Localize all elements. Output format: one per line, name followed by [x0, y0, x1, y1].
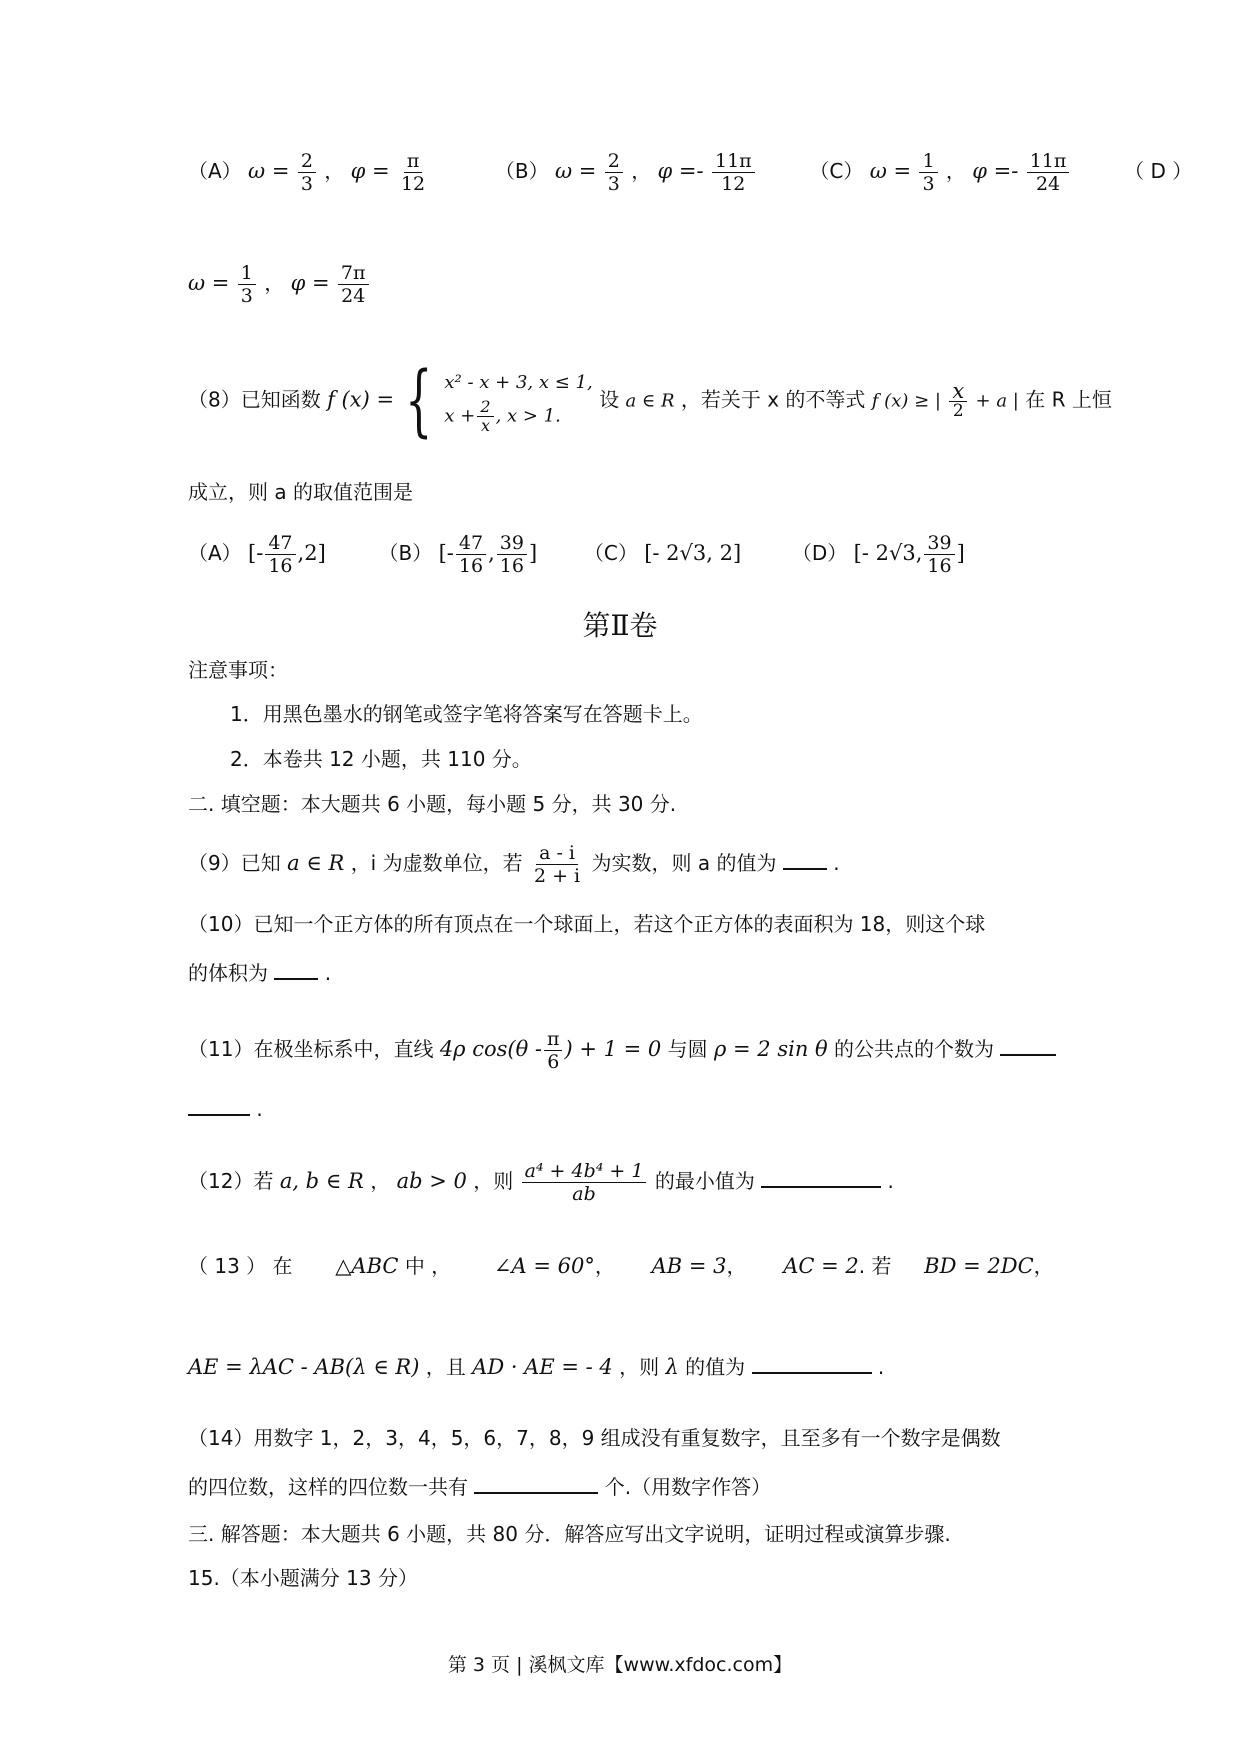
frac-den: 3: [607, 173, 620, 195]
notice-item1: 1．用黑色墨水的钢笔或签字笔将答案写在答题卡上。: [230, 702, 703, 726]
q11-tail: 的公共点的个数为: [834, 1037, 995, 1061]
frac-num: a⁴ + 4b⁴ + 1: [522, 1160, 647, 1183]
q8-case1: x² - x + 3, x ≤ 1,: [444, 371, 593, 393]
q9-a-in-R: a ∈ R: [287, 851, 345, 875]
part2-title: 第Ⅱ卷: [582, 609, 658, 642]
q8-case2-frac: [477, 398, 493, 435]
q8-mid: ，若关于 x 的不等式: [680, 387, 866, 412]
frac-num: a - i: [536, 842, 578, 865]
q13-ze: ，则: [619, 1355, 660, 1379]
q10-line1: （10）已知一个正方体的所有顶点在一个球面上，若这个正方体的表面积为 18，则这个球: [188, 912, 986, 936]
q7-optD-omega: ω =: [188, 271, 230, 295]
frac-den: 3: [922, 173, 935, 195]
q12-answer-blank[interactable]: [761, 1166, 881, 1188]
q13-angle: ∠A = 60°: [493, 1254, 595, 1278]
q13-zhong: 中 ，: [404, 1254, 452, 1278]
notice-item2: 2．本卷共 12 小题，共 110 分。: [230, 747, 532, 771]
q13-bd: BD = 2DC: [924, 1254, 1034, 1278]
q12-cond1: a, b ∈ R: [279, 1169, 364, 1193]
q7-optC-phi: φ =-: [972, 159, 1019, 183]
frac-num: 39: [497, 532, 527, 555]
q8-optB-frac2: [497, 532, 527, 577]
q11: [188, 1028, 1056, 1073]
comma: ，: [631, 159, 652, 183]
q11-mid: 与圆: [667, 1037, 708, 1061]
comma: ，: [594, 1254, 615, 1278]
q8-optD-frac: [924, 532, 954, 577]
q8-optB-frac1: [456, 532, 486, 577]
q11-end: .: [256, 1097, 263, 1121]
q11-lead: （11）在极坐标系中，直线: [188, 1037, 434, 1061]
q9-tail: 为实数，则 a 的值为: [591, 851, 777, 875]
q7-optB-phi-frac: [712, 150, 755, 195]
frac-num: 39: [924, 532, 954, 555]
frac-num: 1: [238, 262, 256, 285]
q8-optD-pre: [- 2√3,: [853, 541, 923, 565]
section3-heading: 三. 解答题：本大题共 6 小题，共 80 分．解答应写出文字说明，证明过程或演算步骤.: [188, 1522, 951, 1546]
q8-optC-text: [- 2√3, 2]: [644, 541, 742, 565]
q7-optD-omega-frac: [238, 262, 256, 307]
q13-lead: （ 13 ） 在: [188, 1254, 293, 1278]
q8-optD-post: ]: [956, 541, 965, 565]
q7-optB-omega-frac: [605, 150, 623, 195]
frac-den: 6: [547, 1051, 560, 1073]
comma: ，: [324, 159, 345, 183]
q9-lead: （9）已知: [188, 851, 281, 875]
q14-line1: （14）用数字 1，2，3，4，5，6，7，8，9 组成没有重复数字，且至多有一个数字是偶数: [188, 1426, 1001, 1450]
frac-den: 2: [952, 400, 964, 421]
q7-optA-label: （A）: [188, 159, 242, 183]
frac-den: 3: [240, 285, 253, 307]
q14-line2-pre: 的四位数，这样的四位数一共有: [188, 1475, 468, 1499]
frac-num: 2: [298, 150, 316, 173]
q10-line2-text: 的体积为: [188, 961, 268, 985]
q8-case2-pre: x +: [444, 405, 476, 426]
q11-expr-pre: 4ρ cos(θ -: [439, 1037, 542, 1061]
q7-optA-phi: φ =: [350, 159, 390, 183]
q12-end: .: [887, 1169, 894, 1193]
q12-cond2: ab > 0: [396, 1169, 467, 1193]
q7-optB-omega: ω =: [554, 159, 597, 183]
q12-tail: 的最小值为: [654, 1169, 755, 1193]
q11-answer-blank-1[interactable]: [1000, 1034, 1056, 1056]
comma: ，: [726, 1254, 747, 1278]
q8-optB-post: ]: [528, 541, 538, 565]
frac-den: 16: [458, 555, 484, 577]
q7-optD-label: （ D ）: [1124, 159, 1193, 183]
q9-answer-blank[interactable]: [783, 848, 827, 870]
q8-a-in-R: a ∈ R: [625, 390, 675, 412]
q15-heading: 15.（本小题满分 13 分）: [188, 1566, 418, 1590]
q13-triangle: △ABC: [335, 1254, 399, 1278]
q13-ac: AC = 2: [783, 1254, 859, 1278]
q8-line2: 成立，则 a 的取值范围是: [188, 480, 413, 504]
q8-optD-label: （D）: [791, 541, 848, 565]
frac-den: 12: [721, 173, 746, 195]
comma: ，: [945, 159, 966, 183]
q13-qie: ，且: [425, 1355, 466, 1379]
frac-num: 1: [919, 150, 937, 173]
q13-dot: AD · AE = - 4: [472, 1355, 613, 1379]
frac-num: π: [544, 1028, 563, 1051]
frac-den: x: [480, 415, 490, 435]
q13-ae: AE = λAC - AB(λ ∈ R): [188, 1355, 420, 1379]
q8-cases: [444, 368, 592, 435]
page-footer: 第 3 页 | 溪枫文库【www.xfdoc.com】: [447, 1654, 793, 1676]
q11-line2: [188, 1094, 263, 1123]
frac-den: 12: [400, 173, 426, 195]
q12-frac: [522, 1160, 647, 1205]
q8-optB-pre: [-: [438, 541, 454, 565]
q13-answer-blank[interactable]: [752, 1352, 872, 1374]
frac-num: 47: [456, 532, 486, 555]
q13-ruo: . 若: [858, 1254, 892, 1278]
frac-den: 24: [1035, 173, 1061, 195]
frac-num: π: [404, 150, 423, 173]
q8-ineq-pre: f (x) ≥ |: [871, 390, 941, 412]
q7-optC-omega-frac: [919, 150, 937, 195]
q9: [188, 842, 840, 887]
q8-optA-frac: [265, 532, 295, 577]
q9-end: .: [833, 851, 840, 875]
q13-line2: [188, 1352, 884, 1381]
frac-num: 2: [605, 150, 623, 173]
frac-den: 2 + i: [533, 865, 581, 887]
q13-ab: AB = 3: [651, 1254, 727, 1278]
q9-mid: ，i 为虚数单位，若: [350, 851, 523, 875]
q8-case2-post: , x > 1.: [495, 405, 561, 426]
q8-options: （A） [- $\frac{47}{16}$ ,2] （B） [- $\frac{47}{16}$ , $\frac{39}{16}$ ] （C） [- 2√3, 2] （D） [- 2√3, $\frac{39}{16}$ ]: [188, 532, 965, 577]
q8-fx: f (x) =: [327, 387, 395, 412]
q8-ineq-frac: [949, 378, 967, 421]
notice-heading: 注意事项：: [188, 658, 288, 682]
comma: ，: [1033, 1254, 1054, 1278]
frac-den: 3: [300, 173, 313, 195]
q13-lambda: λ: [665, 1355, 679, 1379]
frac-den: ab: [572, 1183, 596, 1205]
q7-optC-phi-frac: [1027, 150, 1070, 195]
frac-num: 47: [265, 532, 295, 555]
frac-den: 24: [341, 285, 366, 307]
q7-optC-label: （C）: [809, 159, 864, 183]
q10-line2: [188, 958, 331, 987]
q12-mid: ，则: [473, 1169, 514, 1193]
q7-optA-omega: ω =: [248, 159, 290, 183]
q8-optA-post: ,2]: [297, 541, 326, 565]
section2-heading: 二. 填空题：本大题共 6 小题，每小题 5 分，共 30 分.: [188, 792, 677, 816]
q14-line2-post: 个.（用数字作答）: [604, 1475, 772, 1499]
q7-optB-phi: φ =-: [657, 159, 704, 183]
comma: ，: [264, 271, 285, 295]
q7-optD-phi-frac: [338, 262, 369, 307]
frac-num: 7π: [338, 262, 369, 285]
q8-optA-pre: [-: [248, 541, 264, 565]
q11-expr-post: ) + 1 = 0: [564, 1037, 662, 1061]
q8-case2: [444, 398, 592, 435]
q11-circle: ρ = 2 sin θ: [714, 1037, 828, 1061]
q11-frac: [544, 1028, 563, 1073]
q8-optC-label: （C）: [583, 541, 638, 565]
q14-answer-blank[interactable]: [474, 1472, 598, 1494]
q8-ineq-post: + a |: [975, 390, 1019, 412]
q9-frac: [531, 842, 583, 887]
q10-answer-blank[interactable]: [274, 958, 318, 980]
q8-tail: 在 R 上恒: [1025, 387, 1112, 412]
q7-optB-label: （B）: [494, 159, 549, 183]
q7-options-row1: [188, 150, 1192, 195]
frac-num: 11π: [1027, 150, 1070, 173]
q8-she: 设: [599, 387, 620, 412]
q13-tail: 的值为: [685, 1355, 746, 1379]
q11-answer-blank-2[interactable]: [188, 1094, 250, 1116]
frac-den: 16: [499, 555, 524, 577]
frac-den: 16: [268, 555, 293, 577]
frac-num: x: [949, 382, 967, 402]
frac-den: 16: [927, 555, 952, 577]
q13-line1: [188, 1252, 1054, 1280]
q7-options-row2: [188, 262, 371, 307]
frac-num: 2: [477, 398, 493, 417]
q12: [188, 1160, 894, 1205]
comma: ，: [370, 1169, 391, 1193]
q14-line2: [188, 1472, 771, 1501]
frac-num: 11π: [712, 150, 755, 173]
q8-optB-label: （B）: [378, 541, 433, 565]
left-brace-icon: {: [405, 356, 433, 446]
q10-end: .: [324, 961, 332, 985]
q7-optC-omega: ω =: [869, 159, 912, 183]
q7-optD-phi: φ =: [290, 271, 330, 295]
q8-optA-label: （A）: [188, 541, 242, 565]
q8-lead: （8）已知函数: [188, 387, 321, 412]
q7-optA-phi-frac: [398, 150, 428, 195]
q13-end: .: [877, 1355, 885, 1379]
q12-lead: （12）若: [188, 1169, 274, 1193]
q7-optA-omega-frac: [298, 150, 316, 195]
q8-stem: [188, 356, 1112, 446]
